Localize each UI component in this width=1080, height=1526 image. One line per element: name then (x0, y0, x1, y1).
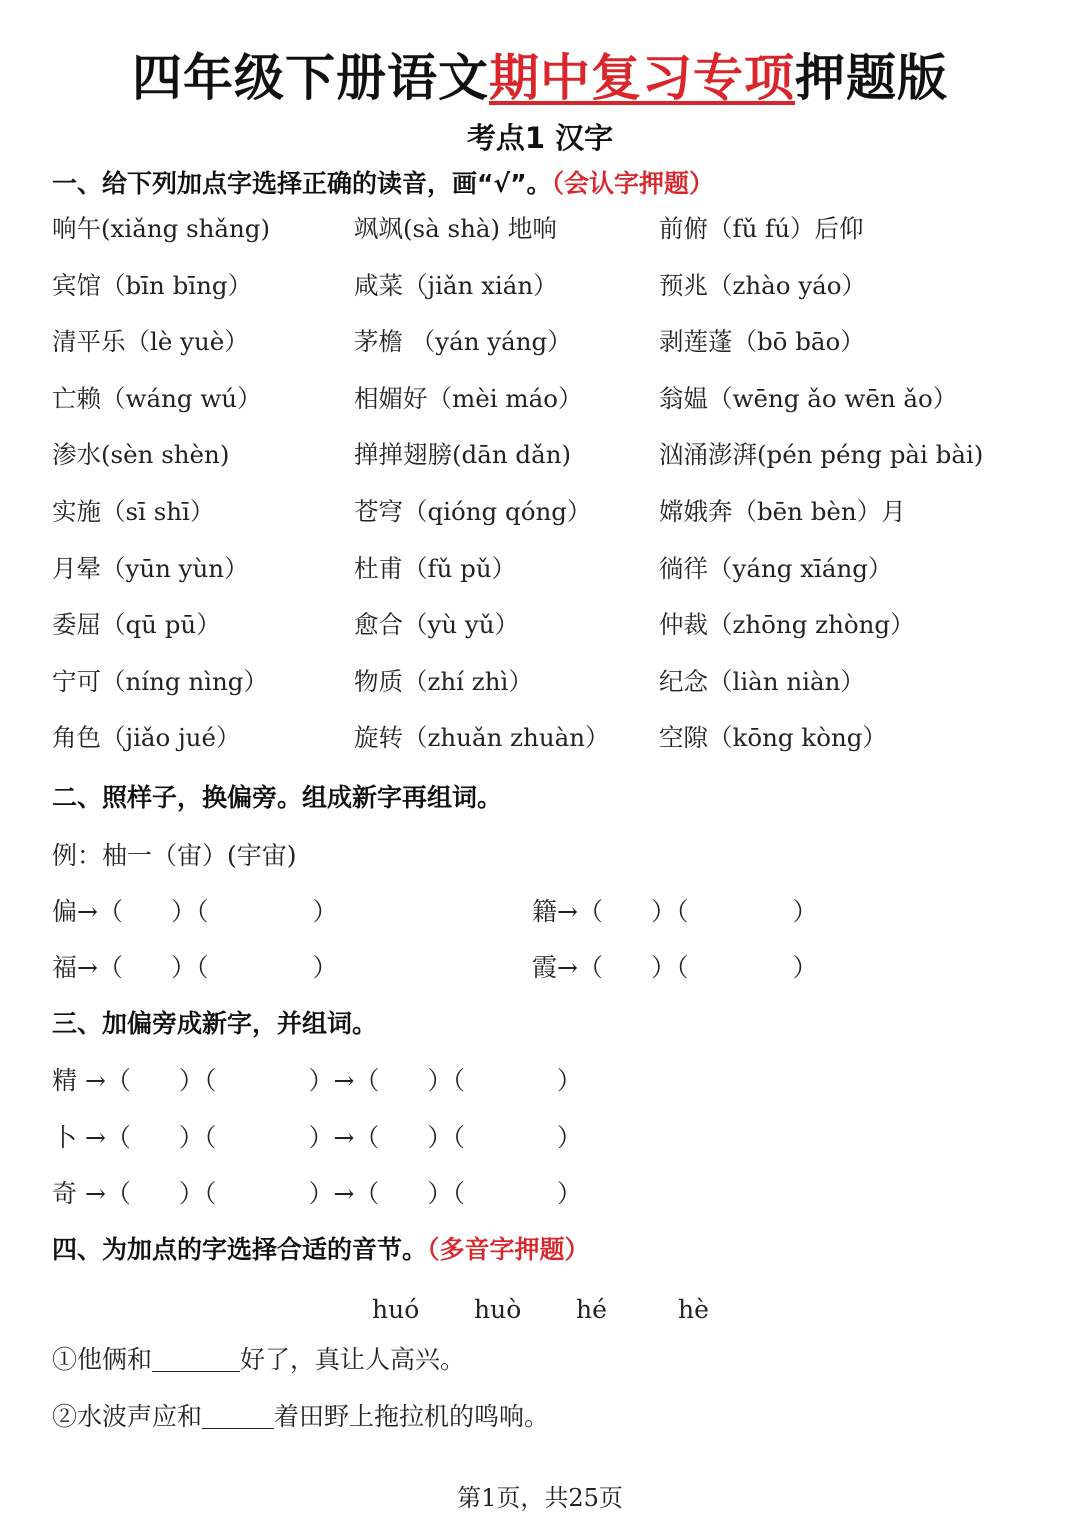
pronunciation-grid (52, 207, 1062, 773)
question-2-after: 着田野上拖拉机的鸣响。 (274, 1402, 550, 1431)
answer-blank[interactable] (202, 1402, 274, 1429)
grid-row (52, 377, 1062, 434)
title-prefix: 四年级下册语文 (132, 49, 489, 107)
grid-cell: 实施（sī shī） (52, 496, 215, 526)
grid-cell: 角色（jiǎo jué） (52, 723, 241, 753)
page-title (0, 40, 1080, 116)
grid-cell: 杜甫（fǔ pǔ） (354, 553, 517, 583)
section4-tag: （多音字押题） (427, 1235, 590, 1264)
pinyin-option: huò (474, 1295, 522, 1324)
question-1 (52, 1340, 465, 1380)
grid-cell: 汹涌澎湃(pén péng pài bài) (659, 440, 984, 470)
grid-cell: 委屈（qū pū） (52, 610, 221, 640)
item-char: 福 (52, 953, 78, 982)
item-char: 霞 (532, 953, 558, 982)
grid-cell: 苍穹（qióng qóng） (354, 496, 592, 526)
grid-cell: 翁媪（wēng ǎo wēn ǎo） (659, 383, 958, 413)
pinyin-option: hé (576, 1295, 607, 1324)
section1-heading-text: 一、给下列加点字选择正确的读音，画“√”。 (52, 169, 552, 198)
grid-cell: 仲裁（zhōng zhòng） (659, 610, 915, 640)
grid-cell: 相媚好（mèi máo） (354, 383, 583, 413)
grid-cell: 前俯（fǔ fú）后仰 (659, 214, 864, 243)
radical-change-item: 福→（ ）（ ） (52, 953, 338, 982)
add-radical-item: 精 →（ ）（ ）→（ ）（ ） (52, 1066, 582, 1095)
grid-cell: 空隙（kōng kòng） (659, 723, 887, 753)
section2-heading: 二、照样子，换偏旁。组成新字再组词。 (52, 783, 503, 812)
grid-cell: 物质（zhí zhì） (354, 666, 533, 696)
section4-heading (52, 1232, 590, 1268)
question-2 (52, 1397, 549, 1437)
title-suffix: 押题版 (795, 49, 948, 107)
section2-example: 例：柚一（宙）(宇宙) (52, 841, 297, 870)
section1-heading (52, 166, 714, 202)
grid-cell: 月晕（yūn yùn） (52, 553, 249, 583)
grid-cell: 咸菜（jiǎn xián） (354, 270, 558, 300)
grid-cell: 剥莲蓬（bō bāo） (659, 327, 865, 357)
grid-cell: 徜徉（yáng xīáng） (659, 553, 893, 583)
radical-change-item: 霞→（ ）（ ） (532, 953, 818, 982)
grid-row (52, 207, 1062, 264)
pinyin-option: huó (372, 1295, 420, 1324)
grid-cell: 响午(xiǎng shǎng) (52, 214, 271, 243)
grid-row (52, 490, 1062, 547)
grid-row (52, 716, 1062, 773)
grid-cell: 亡赖（wáng wú） (52, 383, 262, 413)
title-highlight: 期中复习专项 (489, 49, 795, 107)
grid-cell: 渗水(sèn shèn) (52, 440, 230, 470)
grid-row (52, 320, 1062, 377)
pinyin-option: hè (678, 1295, 709, 1324)
grid-cell: 嫦娥奔（bēn bèn）月 (659, 496, 906, 526)
answer-blank[interactable] (152, 1345, 240, 1372)
item-char: 精 (52, 1066, 78, 1095)
page-subtitle: 考点1 汉字 (466, 121, 614, 155)
grid-cell: 清平乐（lè yuè） (52, 327, 249, 357)
item-char: 卜 (52, 1123, 78, 1152)
grid-cell: 飒飒(sà shà) 地响 (354, 214, 557, 243)
page-footer: 第1页，共25页 (457, 1484, 623, 1512)
section1-tag: （会认字押题） (551, 169, 715, 198)
grid-row (52, 547, 1062, 604)
grid-cell: 旋转（zhuǎn zhuàn） (354, 723, 610, 753)
question-1-before: ①他俩和 (52, 1345, 153, 1374)
grid-row (52, 660, 1062, 717)
item-char: 籍 (532, 897, 558, 926)
grid-cell: 愈合（yù yǔ） (354, 610, 520, 640)
add-radical-item: 奇 →（ ）（ ）→（ ）（ ） (52, 1179, 582, 1208)
item-char: 奇 (52, 1179, 78, 1208)
grid-cell: 茅檐 （yán yáng） (354, 327, 572, 357)
grid-cell: 宾馆（bīn bīng） (52, 270, 253, 300)
grid-row (52, 264, 1062, 321)
grid-cell: 掸掸翅膀(dān dǎn) (354, 440, 572, 470)
radical-change-item: 偏→（ ）（ ） (52, 897, 338, 926)
radical-change-item: 籍→（ ）（ ） (532, 897, 818, 926)
item-char: 偏 (52, 897, 78, 926)
question-2-before: ②水波声应和 (52, 1402, 203, 1431)
section3-heading: 三、加偏旁成新字，并组词。 (52, 1009, 378, 1038)
add-radical-item: 卜 →（ ）（ ）→（ ）（ ） (52, 1123, 582, 1152)
grid-row (52, 603, 1062, 660)
grid-row (52, 433, 1062, 490)
question-1-after: 好了，真让人高兴。 (240, 1345, 466, 1374)
grid-cell: 纪念（liàn niàn） (659, 666, 865, 696)
grid-cell: 宁可（níng nìng） (52, 666, 268, 696)
section4-heading-text: 四、为加点的字选择合适的音节。 (52, 1235, 428, 1264)
grid-cell: 预兆（zhào yáo） (659, 270, 867, 300)
